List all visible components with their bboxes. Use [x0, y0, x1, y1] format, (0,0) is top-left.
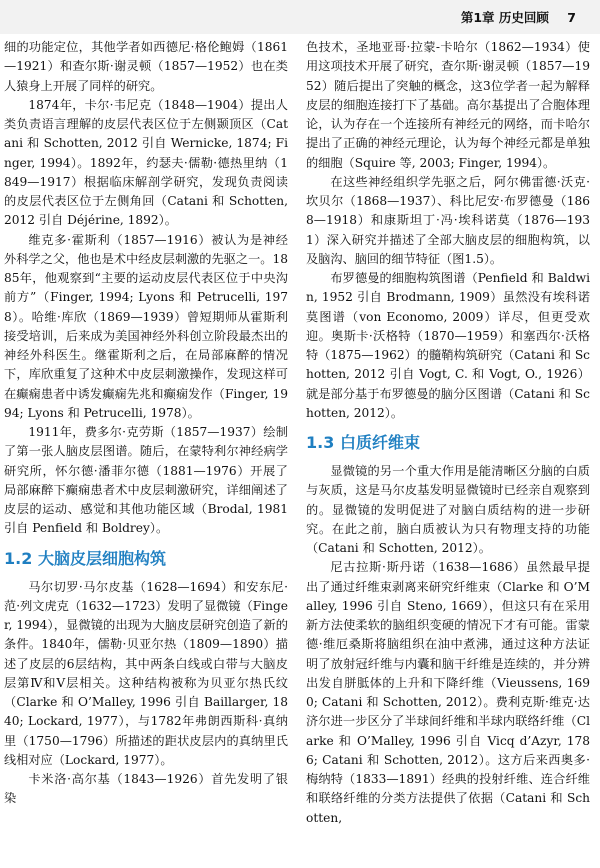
paragraph: 卡米洛·高尔基（1843—1926）首先发明了银染	[4, 772, 288, 806]
section-number: 1.2	[4, 548, 33, 568]
running-header	[0, 0, 600, 34]
paragraph: 1874年，卡尔·韦尼克（1848—1904）提出人类负责语言理解的皮层代表区位于左侧颞顶区（Catani 和 Schotten, 2012 引自 Wernicke, 1874; Finger, 1994）。1892年，约瑟夫·儒勒·德热里纳（1849—1917）根据临床解剖学研究，发现负责阅读的皮层代表区位于左侧角回（Catani 和 Schotten, 2012 引自 Déjérine, 1892）。	[4, 97, 288, 228]
paragraph: 色技术，圣地亚哥·拉蒙-卡哈尔（1862—1934）使用这项技术开展了研究，查尔斯·谢灵顿（1857—1952）随后提出了突触的概念，这3位学者一起为解释皮层的细胞连接打下了基础。高尔基提出了合胞体理论，认为存在一个连接所有神经元的网络，而卡哈尔提出了正确的神经元理论，认为每个神经元都是单独的细胞（Squire 等, 2003; Finger, 1994）。	[306, 40, 590, 170]
paragraph: 细的功能定位，其他学者如西德尼·格伦鲍姆（1861—1921）和查尔斯·谢灵顿（1857—1952）也在类人猿身上开展了同样的研究。	[4, 40, 288, 93]
paragraph: 布罗德曼的细胞构筑图谱（Penfield 和 Baldwin, 1952 引自 Brodmann, 1909）虽然没有埃科诺莫图谱（von Economo, 2009）详尽，但更受欢迎。奥斯卡·沃格特（1870—1959）和塞西尔·沃格特（1875—1962）的髓鞘构筑研究（Catani 和 Schotten, 2012 引自 Vogt, C. 和 Vogt, O., 1926）就是部分基于布罗德曼的脑分区图谱（Catani 和 Schotten, 2012）。	[306, 271, 590, 420]
section-title: 白质纤维束	[340, 433, 421, 452]
header-text	[461, 8, 576, 26]
section-heading	[4, 548, 288, 570]
paragraph: 马尔切罗·马尔皮基（1628—1694）和安东尼·范·列文虎克（1632—1723）发明了显微镜（Finger, 1994），显微镜的出现为大脑皮层研究创造了新的条件。1840年，儒勒·贝亚尔热（1809—1890）描述了皮层的6层结构，其中两条白线或白带与大脑皮层第Ⅳ和Ⅴ层相关。这种结构被称为贝亚尔热氏纹（Clarke 和 O’Malley, 1996 引自 Baillarger, 1840; Lockard, 1977），与1782年弗朗西斯科·真纳里（1750—1796）所描述的距状皮层内的真纳里氏线相对应（Lockard, 1977）。	[4, 579, 288, 767]
paragraph: 维克多·霍斯利（1857—1916）被认为是神经外科学之父，他也是术中经皮层刺激的先驱之一。1885年，他观察到“主要的运动皮层代表区位于中央沟前方”（Finger, 1994; Lyons 和 Petrucelli, 1978）。哈维·库欣（1869—1939）曾短期师从霍斯利接受培训，后来成为美国神经外科创立阶段最杰出的神经外科医生。继霍斯利之后，在局部麻醉的情况下，库欣重复了这种术中皮层刺激操作，发现这样可在癫痫患者中诱发癫痫先兆和癫痫发作（Finger, 1994; Lyons 和 Petrucelli, 1978）。	[4, 232, 288, 420]
paragraph: 尼古拉斯·斯丹诺（1638—1686）虽然最早提出了通过纤维束剥离来研究纤维束（Clarke 和 O’Malley, 1996 引自 Steno, 1669），但这只有在采用新方法使柔软的脑组织变硬的情况下才有可能。雷蒙德·维厄桑斯将脑组织在油中煮沸，通过这种方法证明了放射冠纤维与内囊和脑干纤维是连续的，并分辨出发自胼胝体的上升和下降纤维（Vieussens, 1690; Catani 和 Schotten, 2012）。费利克斯·维克·达济尔进一步区分了半球间纤维和半球内联络纤维（Clarke 和 O’Malley, 1996 引自 Vicq d’Azyr, 1786; Catani 和 Schotten, 2012）。这方后来西奥多·梅纳特（1833—1891）经典的投射纤维、连合纤维和联络纤维的分类方法提供了依据（Catani 和 Schotten,	[306, 560, 590, 825]
page-number: 7	[567, 10, 576, 25]
paragraph: 1911年，费多尔·克劳斯（1857—1937）绘制了第一张人脑皮层图谱。随后，在蒙特利尔神经病学研究所，怀尔德·潘菲尔德（1881—1976）开展了局部麻醉下癫痫患者术中皮层刺激研究，详细阐述了皮层的运动、感觉和其他功能区域（Brodal, 1981 引自 Penfield 和 Boldrey）。	[4, 425, 288, 536]
left-column	[4, 38, 288, 809]
paragraph: 显微镜的另一个重大作用是能清晰区分脑的白质与灰质，这是马尔皮基发明显微镜时已经亲自观察到的。显微镜的发明促进了对脑白质结构的进一步研究。在此之前，脑白质被认为只有物理支持的功能（Catani 和 Schotten, 2012）。	[306, 464, 590, 555]
section-heading	[306, 432, 590, 454]
chapter-title: 历史回顾	[498, 10, 549, 25]
section-title: 大脑皮层细胞构筑	[38, 548, 167, 568]
right-column	[306, 38, 590, 828]
paragraph: 在这些神经组织学先驱之后，阿尔佛雷德·沃克·坎贝尔（1868—1937）、科比尼安·布罗德曼（1868—1918）和康斯坦丁·冯·埃科诺莫（1876—1931）深入研究并描述了全部大脑皮层的细胞构筑，以及脑沟、脑回的细节特征（图1.5）。	[306, 174, 590, 266]
chapter-label: 第1章	[460, 10, 495, 25]
section-number: 1.3	[306, 433, 335, 452]
